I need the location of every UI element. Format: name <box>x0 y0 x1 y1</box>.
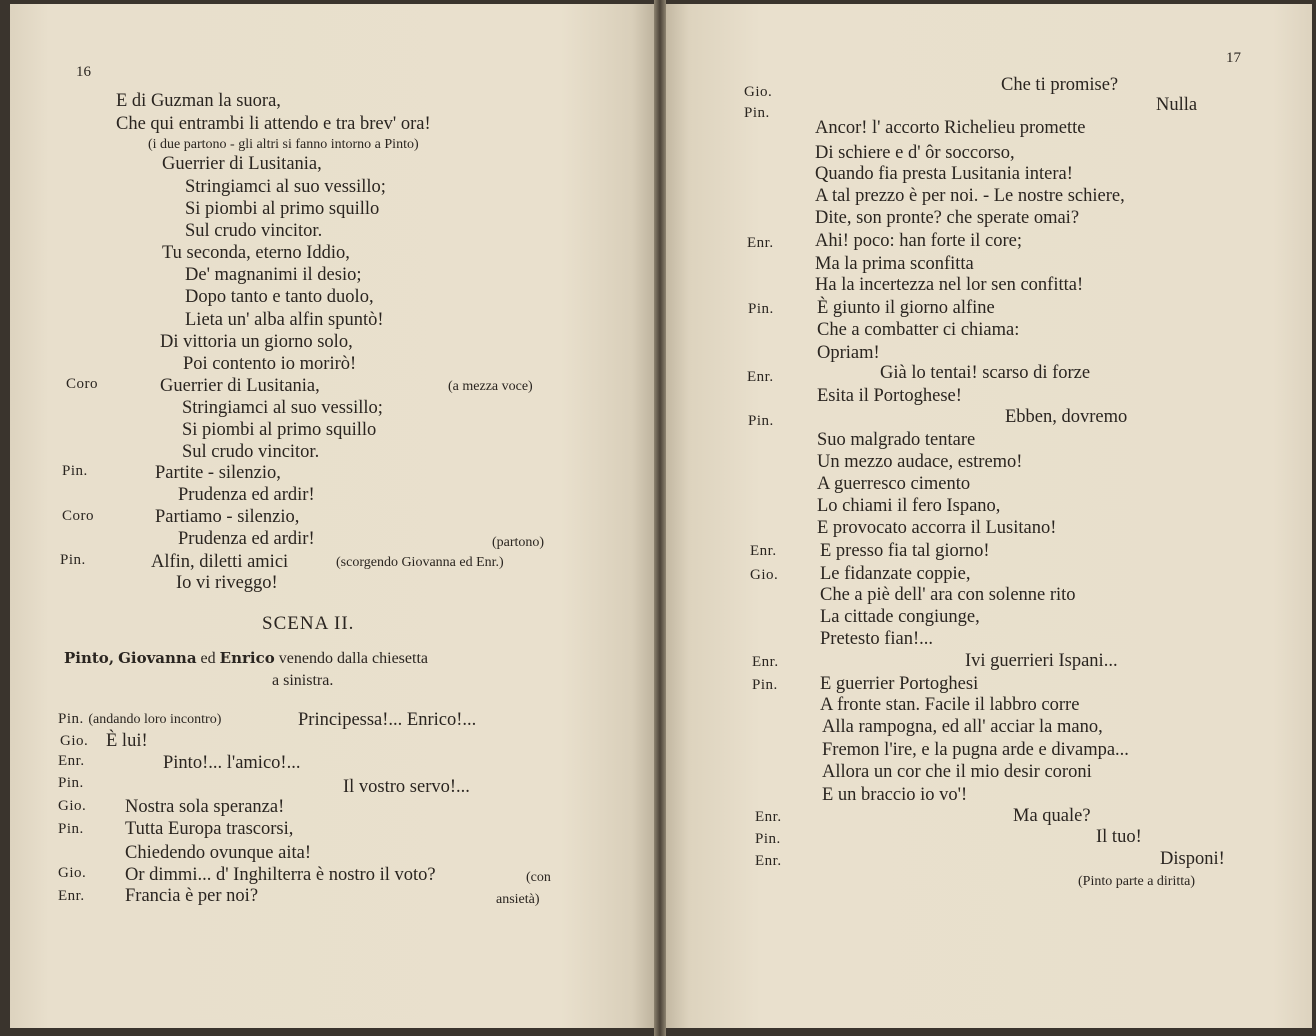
verse-line: A guerresco cimento <box>817 474 971 494</box>
speaker-label: Gio. <box>60 733 89 749</box>
verse-line: Le fidanzate coppie, <box>820 564 971 584</box>
verse-line: Chiedendo ovunque aita! <box>125 843 311 863</box>
verse-line: Quando fia presta Lusitania intera! <box>815 164 1073 184</box>
speaker-label: Pin. <box>748 301 774 317</box>
verse-line: Già lo tentai! scarso di forze <box>880 363 1091 383</box>
verse-line: Ivi guerrieri Ispani... <box>965 651 1118 671</box>
speaker-label: Coro <box>66 376 98 392</box>
verse-line: La cittade congiunge, <box>820 607 980 627</box>
verse-line: Si piombi al primo squillo <box>185 199 380 219</box>
verse-line: Partite - silenzio, <box>155 463 281 483</box>
verse-line: Prudenza ed ardir! <box>178 485 315 505</box>
verse-line: E un braccio io vo'! <box>822 785 968 805</box>
cast-rest: venendo dalla chiesetta <box>278 650 428 667</box>
verse-line: Tutta Europa trascorsi, <box>125 819 294 839</box>
verse-line: Dite, son pronte? che sperate omai? <box>815 208 1080 228</box>
verse-line: Si piombi al primo squillo <box>182 420 377 440</box>
verse-line: Ma la prima sconfitta <box>815 254 974 274</box>
verse-line: È giunto il giorno alfine <box>817 298 995 318</box>
speaker-label: Enr. <box>752 654 779 670</box>
verse-line: E di Guzman la suora, <box>116 91 281 111</box>
stage-direction: (Pinto parte a diritta) <box>1078 874 1196 889</box>
verse-line: Ebben, dovremo <box>1005 407 1128 427</box>
verse-line: E guerrier Portoghesi <box>820 674 979 694</box>
verse-line: Allora un cor che il mio desir coroni <box>822 762 1092 782</box>
book-gutter <box>654 0 666 1036</box>
verse-line: Pinto!... l'amico!... <box>163 753 301 773</box>
stage-direction: (con <box>526 870 551 885</box>
speaker-label: Gio. <box>750 567 779 583</box>
verse-line: De' magnanimi il desio; <box>185 265 362 285</box>
verse-line: Sul crudo vincitor. <box>182 442 320 462</box>
stage-direction: (a mezza voce) <box>448 379 533 394</box>
verse-line: Nulla <box>1156 95 1198 115</box>
speaker-label: Pin. <box>62 463 88 479</box>
verse-line: Suo malgrado tentare <box>817 430 976 450</box>
verse-line: Tu seconda, eterno Iddio, <box>162 243 350 263</box>
verse-line: Guerrier di Lusitania, <box>162 154 322 174</box>
verse-line: Che a combatter ci chiama: <box>817 320 1020 340</box>
speaker-label: Enr. <box>755 809 782 825</box>
verse-line: È lui! <box>106 731 148 751</box>
verse-line: Principessa!... Enrico!... <box>298 710 477 730</box>
speaker-label: Pin. <box>58 711 84 727</box>
pin-cue-line <box>58 707 221 730</box>
speaker-label: Pin. <box>755 831 781 847</box>
verse-line: Pretesto fian!... <box>820 629 934 649</box>
speaker-label: Enr. <box>755 853 782 869</box>
verse-line: Di schiere e d' ôr soccorso, <box>815 143 1015 163</box>
verse-line: Partiamo - silenzio, <box>155 507 300 527</box>
speaker-label: Pin. <box>752 677 778 693</box>
verse-line: Che qui entrambi li attendo e tra brev' ora! <box>116 114 431 134</box>
verse-line: Nostra sola speranza! <box>125 797 285 817</box>
verse-line: Francia è per noi? <box>125 886 259 906</box>
stage-direction: (partono) <box>492 535 545 550</box>
speaker-label: Coro <box>62 508 94 524</box>
verse-line: Il vostro servo!... <box>343 777 470 797</box>
speaker-label: Enr. <box>750 543 777 559</box>
verse-line: Or dimmi... d' Inghilterra è nostro il voto? <box>125 865 436 885</box>
verse-line: Ha la incertezza nel lor sen confitta! <box>815 275 1084 295</box>
verse-line: A tal prezzo è per noi. - Le nostre schiere, <box>815 186 1125 206</box>
stage-direction: ansietà) <box>496 892 540 907</box>
scene-title: SCENA II. <box>262 613 355 634</box>
verse-line: Io vi riveggo! <box>176 573 278 593</box>
verse-line: Disponi! <box>1160 849 1225 869</box>
verse-line: Alfin, diletti amici <box>151 552 289 572</box>
verse-line: Che ti promise? <box>1001 75 1119 95</box>
verse-line: Sul crudo vincitor. <box>185 221 323 241</box>
cast-name-giovanna: Giovanna <box>118 649 197 667</box>
speaker-label: Enr. <box>747 235 774 251</box>
speaker-label: Gio. <box>58 798 87 814</box>
verse-line: Dopo tanto e tanto duolo, <box>185 287 374 307</box>
speaker-label: Pin. <box>58 821 84 837</box>
speaker-label: Enr. <box>747 369 774 385</box>
stage-direction: (andando loro incontro) <box>88 712 222 727</box>
scene-cast <box>64 647 428 670</box>
page-number-right: 17 <box>1226 50 1241 66</box>
cast-ed: ed <box>200 650 216 667</box>
verse-line: Ahi! poco: han forte il core; <box>815 231 1023 251</box>
verse-line: Lieta un' alba alfin spuntò! <box>185 310 384 330</box>
verse-line: Guerrier di Lusitania, <box>160 376 320 396</box>
verse-line: Stringiamci al suo vessillo; <box>182 398 383 418</box>
verse-line: Di vittoria un giorno solo, <box>160 332 353 352</box>
verse-line: E presso fia tal giorno! <box>820 541 990 561</box>
verse-line: A fronte stan. Facile il labbro corre <box>820 695 1080 715</box>
verse-line: Lo chiami il fero Ispano, <box>817 496 1001 516</box>
page-number-left: 16 <box>76 64 91 80</box>
verse-line: Poi contento io morirò! <box>183 354 357 374</box>
verse-line: Alla rampogna, ed all' acciar la mano, <box>822 717 1103 737</box>
verse-line: Stringiamci al suo vessillo; <box>185 177 386 197</box>
verse-line: Prudenza ed ardir! <box>178 529 315 549</box>
verse-line: E provocato accorra il Lusitano! <box>817 518 1057 538</box>
speaker-label: Pin. <box>60 552 86 568</box>
speaker-label: Enr. <box>58 753 85 769</box>
speaker-label: Gio. <box>58 865 87 881</box>
speaker-label: Pin. <box>58 775 84 791</box>
verse-line: Un mezzo audace, estremo! <box>817 452 1023 472</box>
verse-line: Che a piè dell' ara con solenne rito <box>820 585 1076 605</box>
speaker-label: Pin. <box>744 105 770 121</box>
cast-name-enrico: Enrico <box>219 649 275 667</box>
stage-direction: (i due partono - gli altri si fanno intorno a Pinto) <box>148 137 419 152</box>
speaker-label: Enr. <box>58 888 85 904</box>
stage-direction: (scorgendo Giovanna ed Enr.) <box>336 555 504 570</box>
verse-line: Esita il Portoghese! <box>817 386 962 406</box>
verse-line: Il tuo! <box>1096 827 1142 847</box>
scene-cast-line2: a sinistra. <box>272 672 334 689</box>
verse-line: Opriam! <box>817 343 880 363</box>
verse-line: Fremon l'ire, e la pugna arde e divampa... <box>822 740 1129 760</box>
cast-comma: , <box>108 649 115 667</box>
speaker-label: Gio. <box>744 84 773 100</box>
speaker-label: Pin. <box>748 413 774 429</box>
cast-name-pinto: Pinto <box>64 649 109 667</box>
verse-line: Ma quale? <box>1013 806 1091 826</box>
verse-line: Ancor! l' accorto Richelieu promette <box>815 118 1086 138</box>
